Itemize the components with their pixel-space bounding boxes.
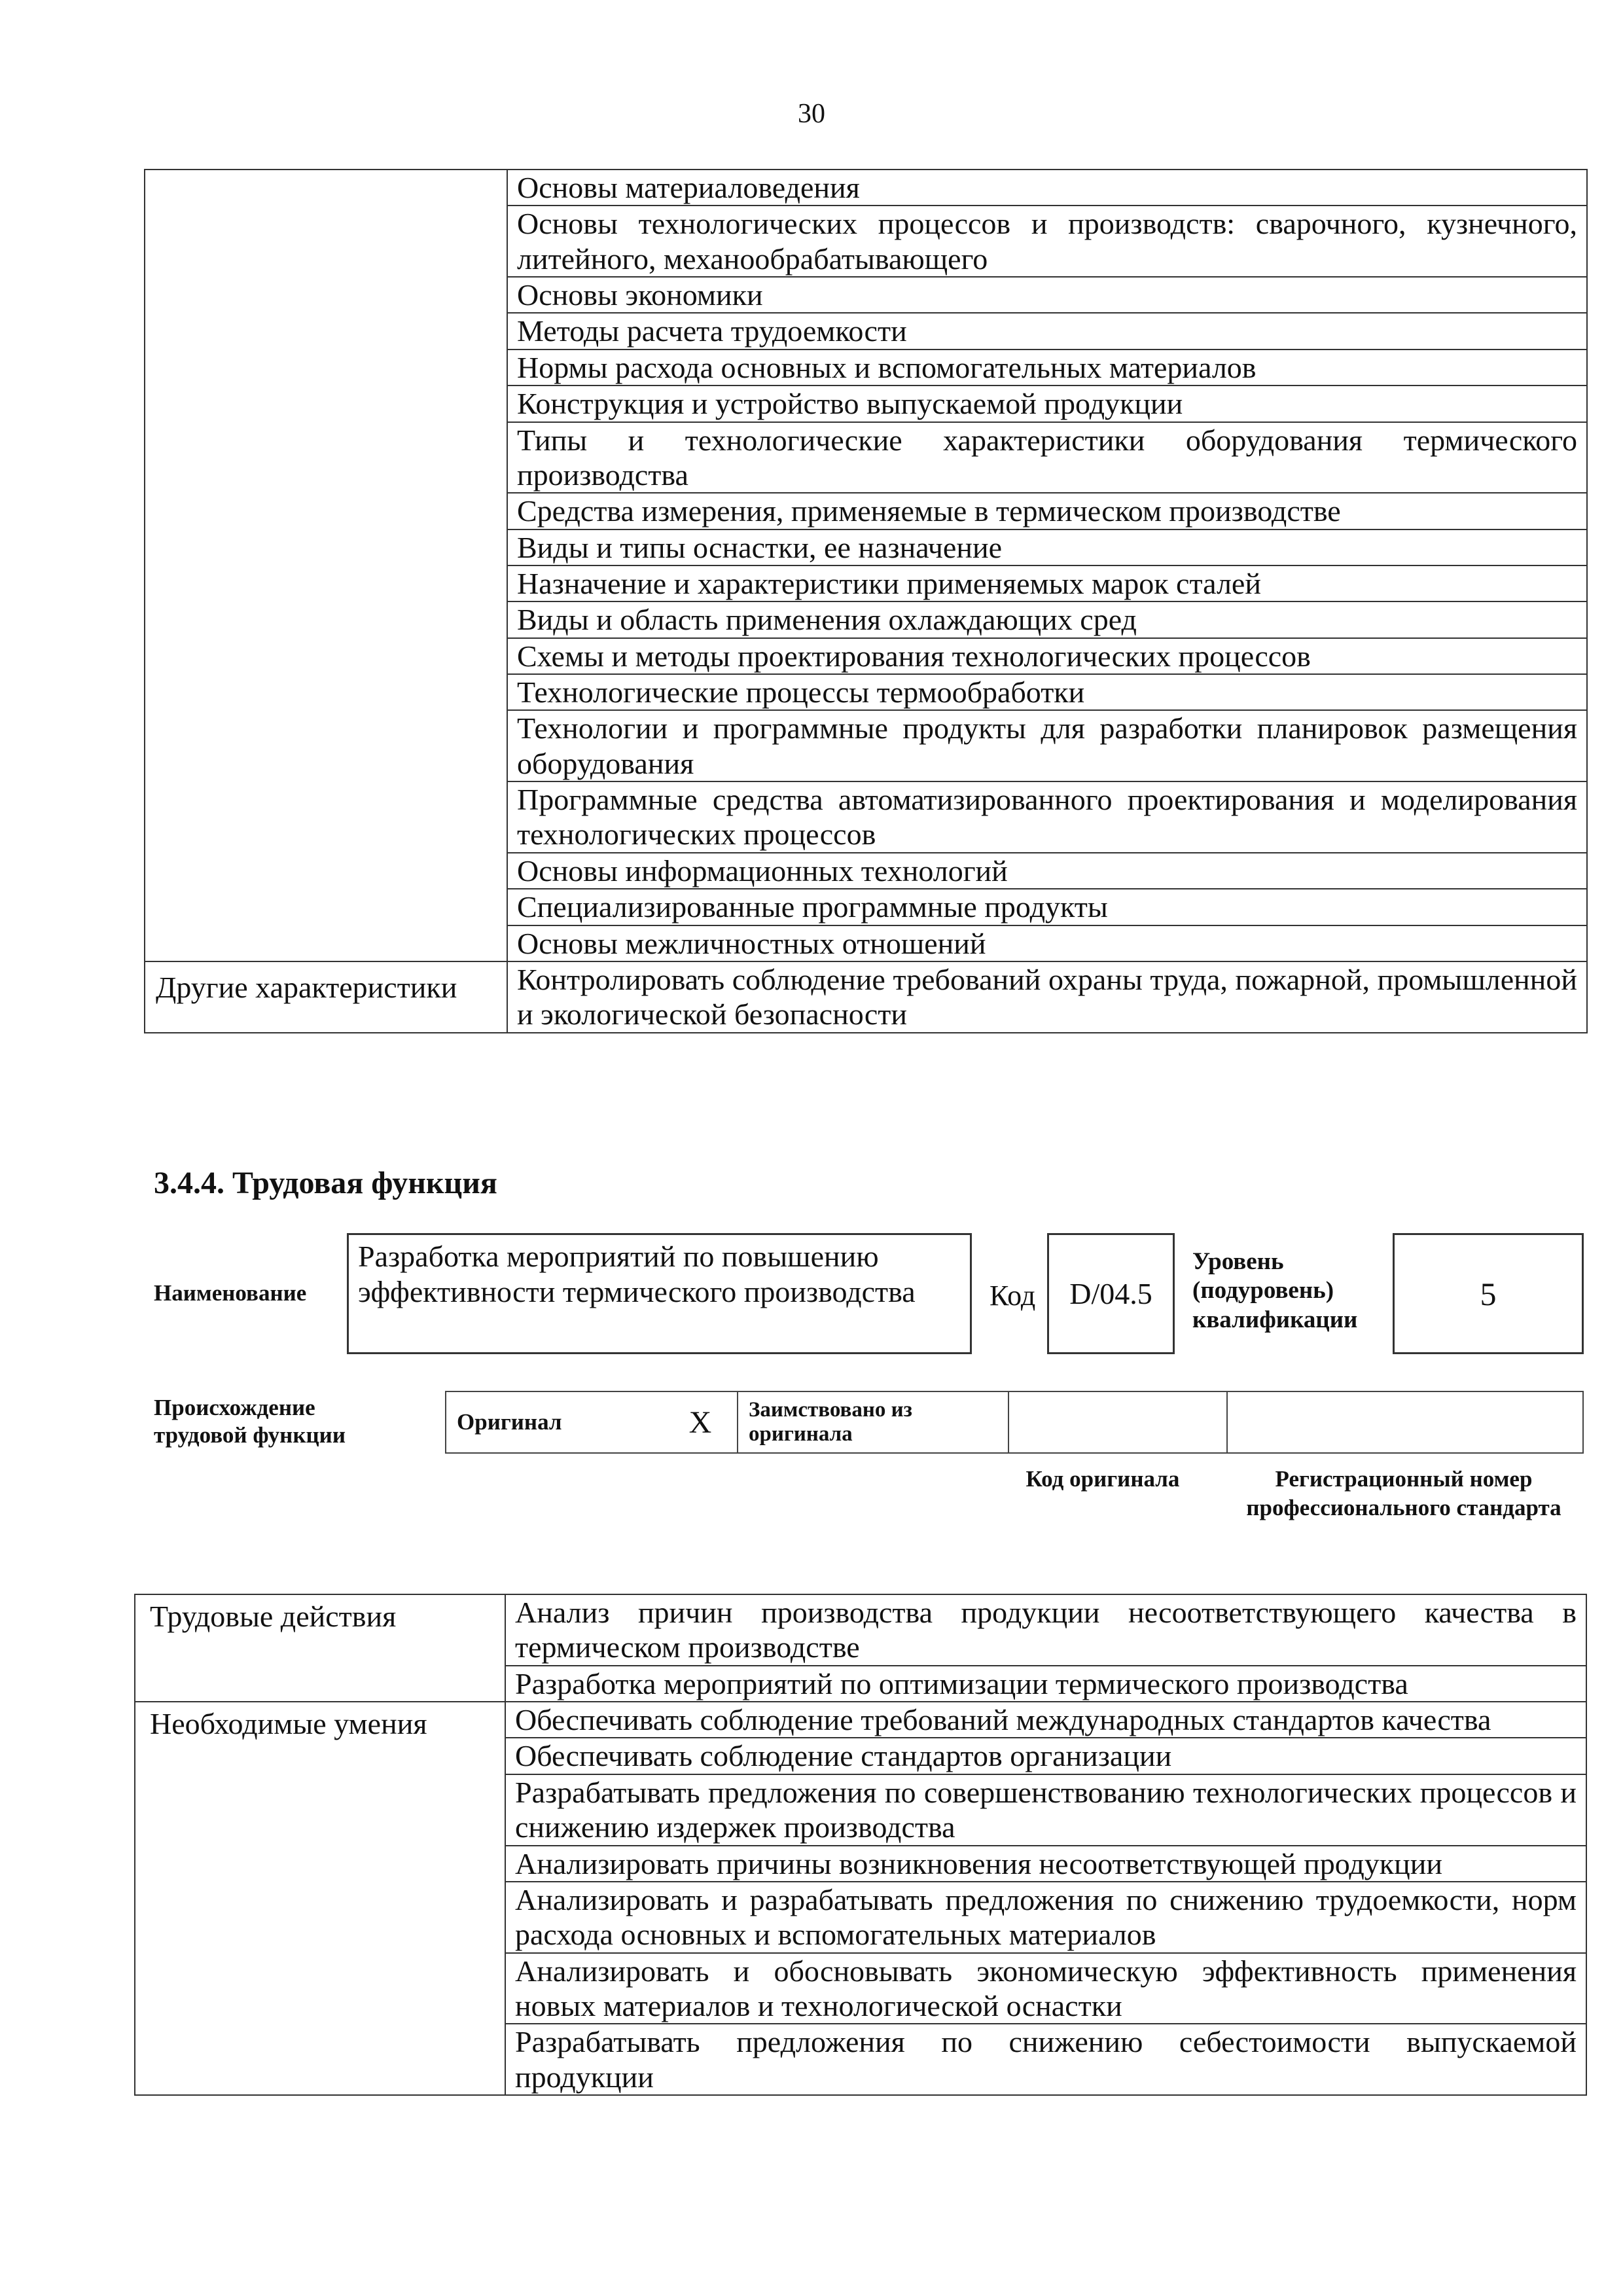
- action-item: Разработка мероприятий по оптимизации термического производства: [505, 1666, 1586, 1702]
- knowledge-item: Программные средства автоматизированного проектирования и моделирования технологических процессов: [507, 781, 1587, 853]
- knowledge-item: Технологии и программные продукты для разработки планировок размещения оборудования: [507, 710, 1587, 781]
- knowledge-item: Нормы расхода основных и вспомогательных материалов: [507, 350, 1587, 386]
- knowledge-item: Основы технологических процессов и производств: сварочного, кузнечного, литейного, механообрабатывающего: [507, 206, 1587, 277]
- knowledge-left-cell: [145, 170, 507, 961]
- name-label: Наименование: [154, 1280, 307, 1306]
- knowledge-item: Конструкция и устройство выпускаемой продукции: [507, 386, 1587, 422]
- knowledge-item: Основы экономики: [507, 277, 1587, 313]
- knowledge-item: Методы расчета трудоемкости: [507, 313, 1587, 349]
- knowledge-item: Специализированные программные продукты: [507, 889, 1587, 925]
- skill-item: Обеспечивать соблюдение требований международных стандартов качества: [505, 1702, 1586, 1738]
- knowledge-item: Схемы и методы проектирования технологических процессов: [507, 638, 1587, 674]
- action-item: Анализ причин производства продукции несоответствующего качества в термическом производстве: [505, 1594, 1586, 1666]
- table-row: [135, 1594, 1586, 1666]
- level-box: 5: [1393, 1233, 1584, 1354]
- skill-item: Обеспечивать соблюдение стандартов организации: [505, 1738, 1586, 1774]
- knowledge-item: Типы и технологические характеристики оборудования термического производства: [507, 422, 1587, 493]
- other-characteristics-value: Контролировать соблюдение требований охраны труда, пожарной, промышленной и экологической безопасности: [507, 961, 1587, 1033]
- knowledge-item: Технологические процессы термообработки: [507, 674, 1587, 710]
- origin-code-caption: Код оригинала: [1026, 1466, 1180, 1492]
- knowledge-item: Основы материаловедения: [507, 170, 1587, 206]
- skill-item: Анализировать и обосновывать экономическую эффективность применения новых материалов и технологической оснастки: [505, 1953, 1586, 2024]
- page-number: 30: [798, 99, 825, 129]
- knowledge-item: Основы межличностных отношений: [507, 925, 1587, 961]
- origin-borrowed: Заимствовано из оригинала: [738, 1391, 1008, 1453]
- origin-label: Происхождение трудовой функции: [154, 1395, 346, 1448]
- code-label: Код: [990, 1280, 1036, 1312]
- origin-table: [445, 1391, 1584, 1454]
- origin-code-cell: [1008, 1391, 1227, 1453]
- knowledge-table: [144, 169, 1588, 1033]
- knowledge-item: Виды и область применения охлаждающих сред: [507, 601, 1587, 637]
- skill-item: Разрабатывать предложения по совершенствованию технологических процессов и снижению издержек производства: [505, 1774, 1586, 1846]
- knowledge-item: Средства измерения, применяемые в термическом производстве: [507, 493, 1587, 529]
- origin-mark: X: [664, 1391, 738, 1453]
- table-row: [145, 170, 1587, 206]
- section-title: 3.4.4. Трудовая функция: [154, 1166, 497, 1200]
- skills-label: Необходимые умения: [135, 1702, 505, 2095]
- table-row: [135, 1702, 1586, 1738]
- knowledge-item: Основы информационных технологий: [507, 853, 1587, 889]
- code-box: D/04.5: [1047, 1233, 1175, 1354]
- origin-reg-caption: Регистрационный номер профессионального стандарта: [1246, 1466, 1561, 1520]
- knowledge-item: Виды и типы оснастки, ее назначение: [507, 529, 1587, 565]
- skill-item: Разрабатывать предложения по снижению себестоимости выпускаемой продукции: [505, 2024, 1586, 2095]
- origin-reg-number-cell: [1227, 1391, 1583, 1453]
- table-row: [145, 961, 1587, 1033]
- function-table: [134, 1594, 1587, 2096]
- knowledge-item: Назначение и характеристики применяемых марок сталей: [507, 565, 1587, 601]
- other-characteristics-label: Другие характеристики: [145, 961, 507, 1033]
- function-name-box: Разработка мероприятий по повышению эффективности термического производства: [347, 1233, 972, 1354]
- skill-item: Анализировать причины возникновения несоответствующей продукции: [505, 1846, 1586, 1882]
- origin-original: Оригинал: [446, 1391, 664, 1453]
- table-row: [446, 1391, 1583, 1453]
- actions-label: Трудовые действия: [135, 1594, 505, 1702]
- skill-item: Анализировать и разрабатывать предложения по снижению трудоемкости, норм расхода основных и вспомогательных материалов: [505, 1882, 1586, 1953]
- level-label: Уровень (подуровень) квалификации: [1192, 1248, 1358, 1333]
